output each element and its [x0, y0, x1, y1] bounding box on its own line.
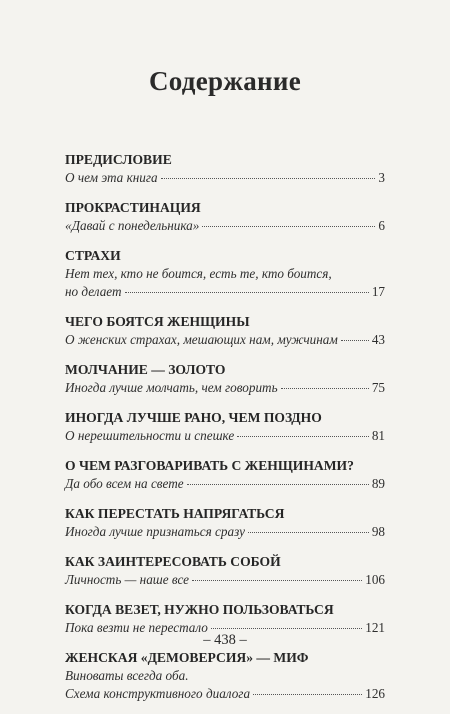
toc-entry-subtitle: О женских страхах, мешающих нам, мужчинам	[65, 332, 338, 347]
toc-page-number: 6	[378, 218, 385, 233]
toc-page-number: 3	[378, 170, 385, 185]
dot-leader	[161, 178, 376, 179]
toc-page-number: 121	[365, 620, 385, 635]
dot-leader	[192, 580, 362, 581]
dot-leader	[187, 484, 369, 485]
toc-entry-subtitle: «Давай с понедельника»	[65, 218, 200, 233]
toc-entry	[65, 246, 385, 301]
toc-entry-heading: КОГДА ВЕЗЕТ, НУЖНО ПОЛЬЗОВАТЬСЯ	[65, 602, 334, 617]
toc-entry-heading: ПРОКРАСТИНАЦИЯ	[65, 200, 201, 215]
toc-page-number: 126	[365, 686, 385, 701]
toc-entry-heading: КАК ПЕРЕСТАТЬ НАПРЯГАТЬСЯ	[65, 506, 285, 521]
dot-leader	[281, 388, 369, 389]
toc-entry-subtitle: Виноваты всегда оба.	[65, 668, 189, 683]
toc-entry-line	[65, 523, 385, 541]
page-number: – 438 –	[203, 632, 247, 648]
dot-leader	[202, 226, 375, 227]
dot-leader	[253, 694, 362, 695]
toc-entry-heading: КАК ЗАИНТЕРЕСОВАТЬ СОБОЙ	[65, 554, 281, 569]
toc-entry	[65, 456, 385, 493]
toc-entry-heading: ЖЕНСКАЯ «ДЕМОВЕРСИЯ» — МИФ	[65, 650, 309, 665]
toc-page-number: 81	[371, 428, 385, 443]
toc-entry-heading: ИНОГДА ЛУЧШЕ РАНО, ЧЕМ ПОЗДНО	[65, 410, 322, 425]
toc-entry-heading: О ЧЕМ РАЗГОВАРИВАТЬ С ЖЕНЩИНАМИ?	[65, 458, 354, 473]
toc-entry-subtitle: О нерешительности и спешке	[65, 428, 235, 443]
toc-entry-subtitle: но делает	[65, 284, 122, 299]
dot-leader	[237, 436, 369, 437]
toc-page-number: 17	[371, 284, 385, 299]
toc-entry	[65, 150, 385, 187]
page-title: Содержание	[148, 66, 302, 96]
table-of-contents	[65, 150, 385, 714]
toc-page-number: 106	[365, 572, 385, 587]
toc-entry-subtitle: Пока везти не перестало	[65, 620, 208, 635]
dot-leader	[125, 292, 369, 293]
toc-entry	[65, 648, 385, 703]
dot-leader	[211, 628, 362, 629]
toc-entry-line	[65, 667, 385, 685]
toc-entry-heading: ПРЕДИСЛОВИЕ	[65, 152, 172, 167]
toc-entry-line	[65, 571, 385, 589]
toc-entry-line	[65, 379, 385, 397]
toc-page-number: 98	[371, 524, 385, 539]
dot-leader	[248, 532, 369, 533]
toc-entry-heading: МОЛЧАНИЕ — ЗОЛОТО	[65, 362, 226, 377]
toc-page-number: 43	[371, 332, 385, 347]
toc-entry-subtitle: Нет тех, кто не боится, есть те, кто боится,	[65, 266, 332, 281]
dot-leader	[341, 340, 369, 341]
toc-entry	[65, 504, 385, 541]
toc-entry-line	[65, 169, 385, 187]
toc-entry-line	[65, 331, 385, 349]
toc-entry-heading: СТРАХИ	[65, 248, 121, 263]
toc-entry-line	[65, 475, 385, 493]
toc-entry	[65, 408, 385, 445]
toc-entry-line	[65, 283, 385, 301]
toc-entry-heading: ЧЕГО БОЯТСЯ ЖЕНЩИНЫ	[65, 314, 250, 329]
toc-entry-subtitle: О чем эта книга	[65, 170, 158, 185]
toc-entry-line	[65, 427, 385, 445]
toc-entry	[65, 198, 385, 235]
toc-entry-line	[65, 265, 385, 283]
toc-entry-subtitle: Личность — наше все	[65, 572, 189, 587]
toc-page-number: 75	[371, 380, 385, 395]
toc-entry	[65, 360, 385, 397]
toc-page-number: 89	[371, 476, 385, 491]
toc-entry-line	[65, 685, 385, 703]
toc-entry-line	[65, 217, 385, 235]
toc-entry-subtitle: Иногда лучше признаться сразу	[65, 524, 246, 539]
toc-entry	[65, 312, 385, 349]
toc-entry-subtitle: Да обо всем на свете	[65, 476, 184, 491]
toc-entry-subtitle: Иногда лучше молчать, чем говорить	[65, 380, 278, 395]
toc-entry	[65, 552, 385, 589]
toc-entry-subtitle: Схема конструктивного диалога	[65, 686, 251, 701]
